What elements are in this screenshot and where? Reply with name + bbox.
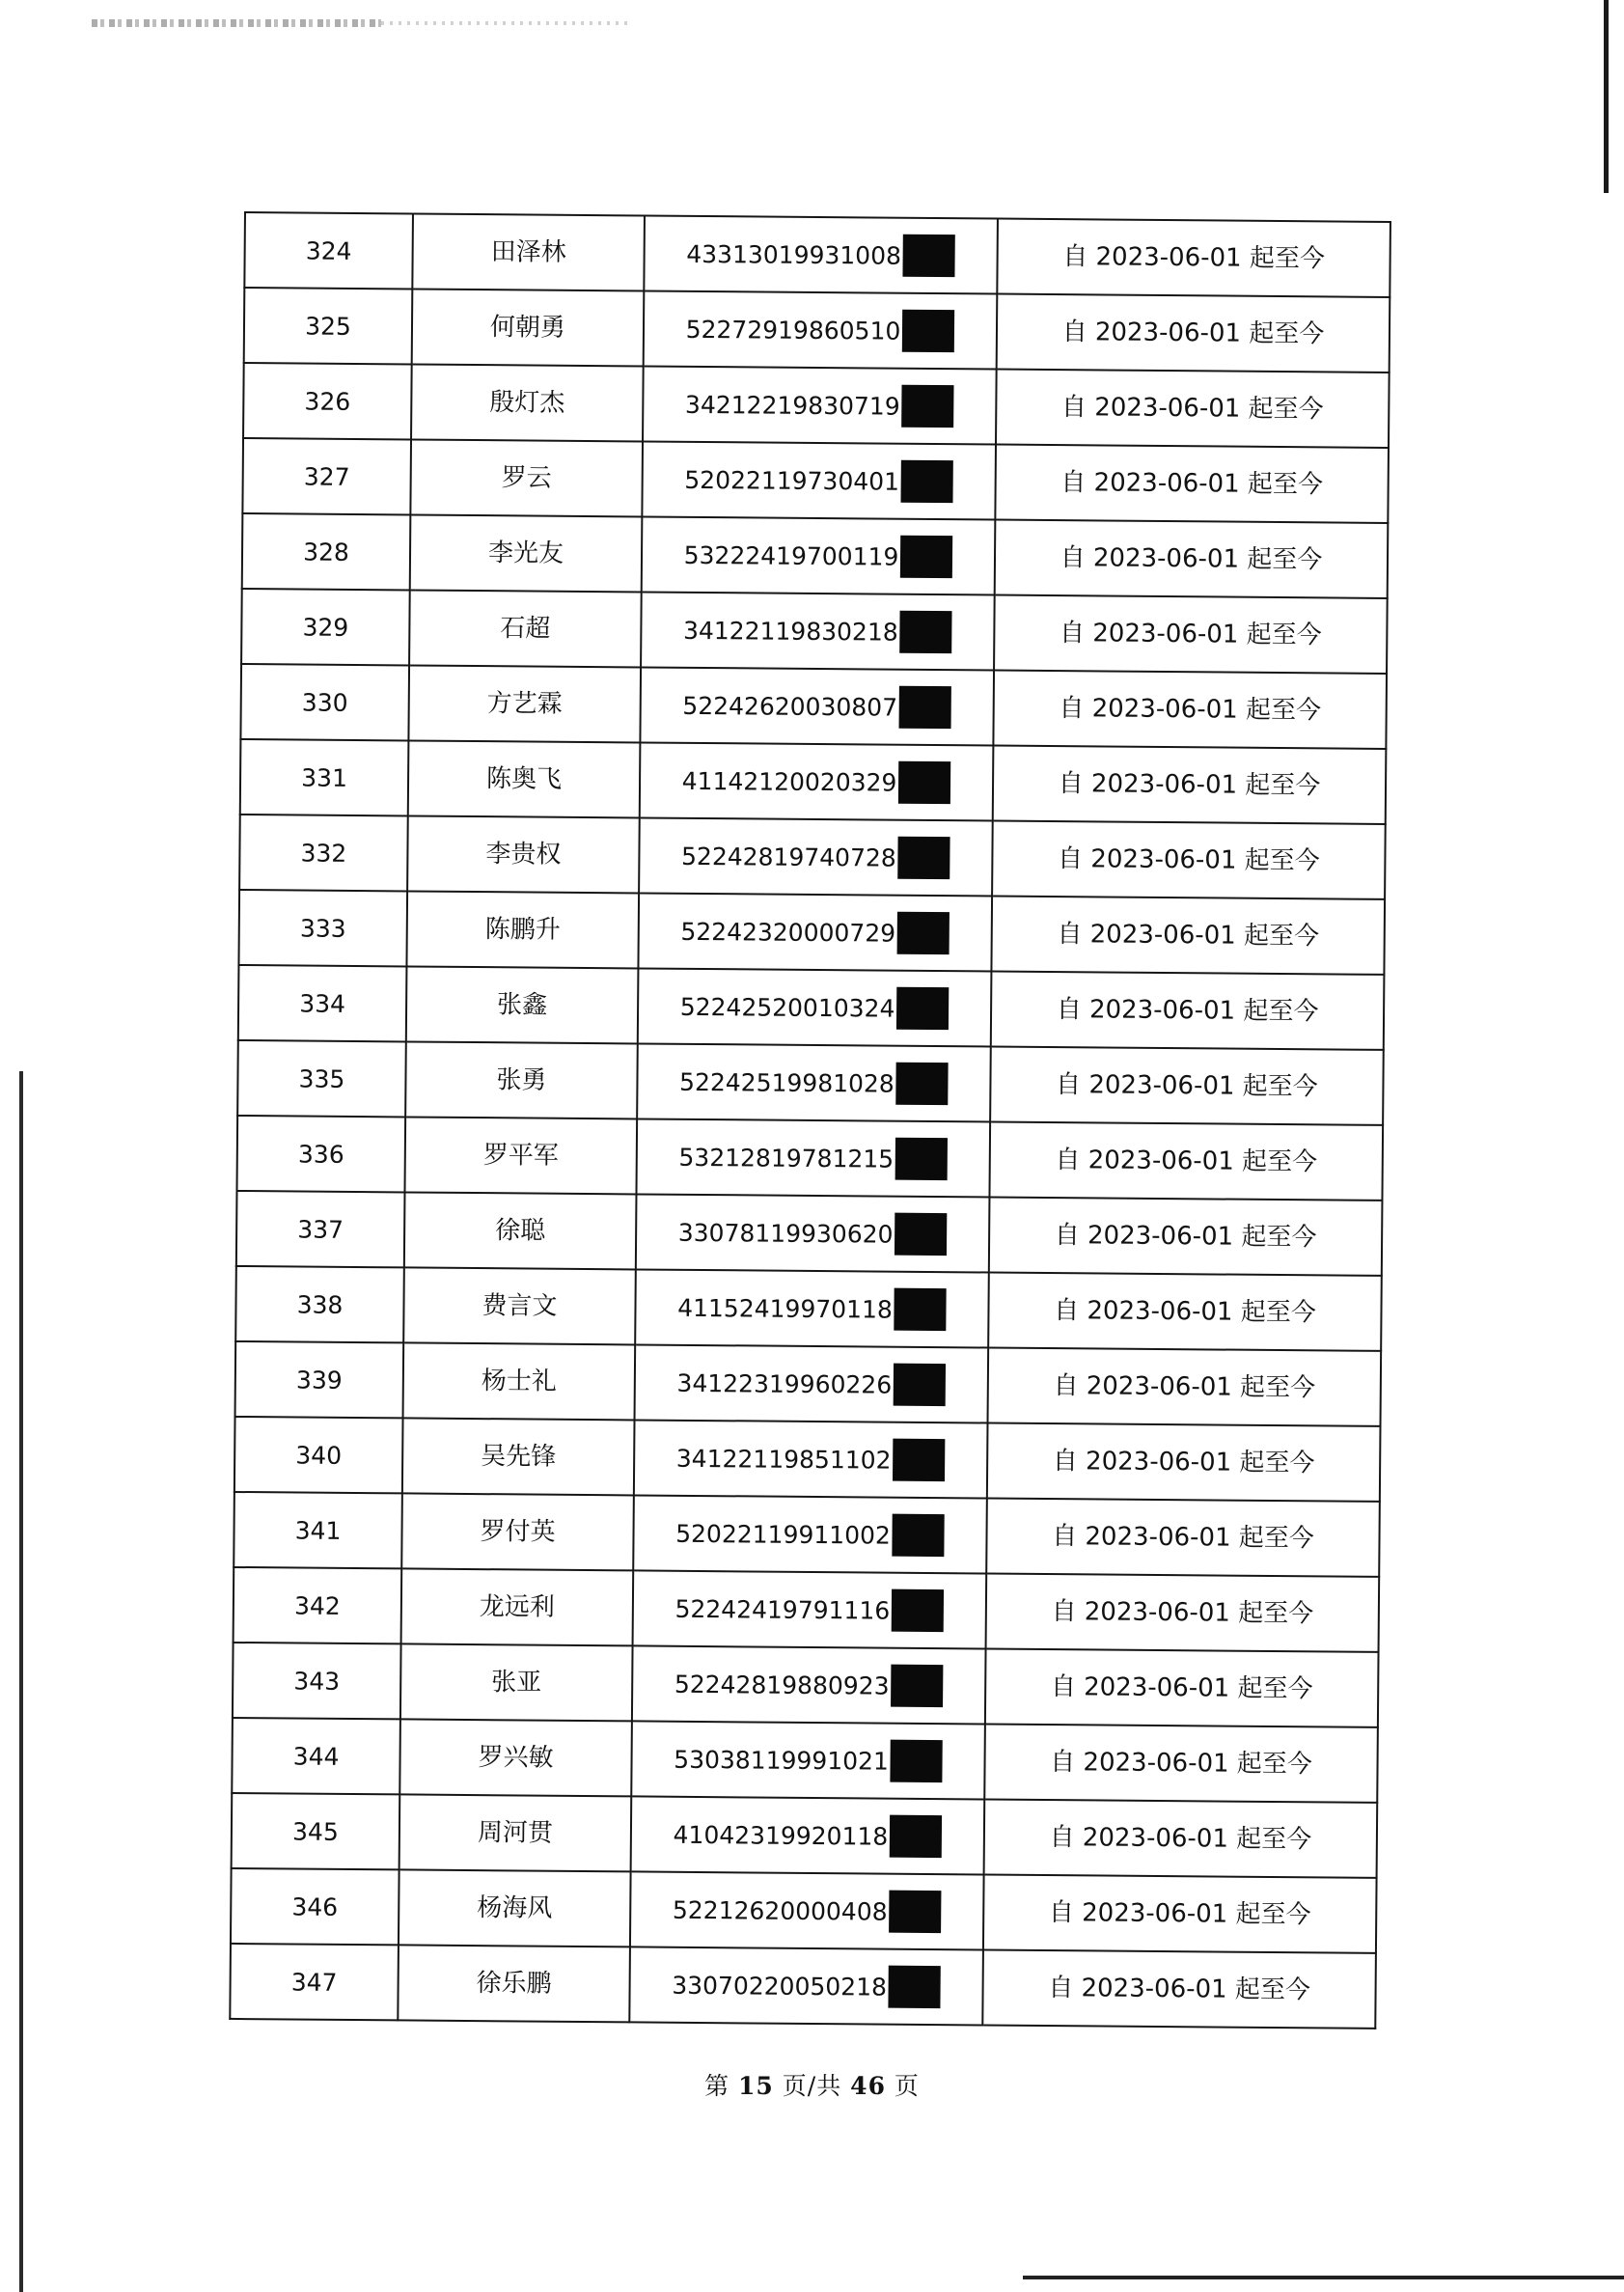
table-row	[241, 589, 1388, 674]
row-number: 332	[239, 815, 408, 891]
person-name: 罗付英	[401, 1493, 634, 1570]
table-row	[232, 1718, 1378, 1803]
person-name: 李光友	[410, 514, 643, 592]
id-number-cell	[639, 817, 993, 896]
period: 自 2023-06-01 起至今	[993, 746, 1387, 824]
id-number-visible: 53038119991021	[674, 1745, 890, 1776]
roster-table-container	[229, 211, 1388, 2030]
scan-artifact-top-faint	[381, 21, 632, 25]
id-number-wrapper	[674, 1738, 943, 1782]
id-number-visible: 41042319920118	[673, 1820, 889, 1851]
table-row	[234, 1567, 1380, 1652]
person-name: 方艺霖	[408, 665, 641, 742]
id-number-visible: 34122119830218	[682, 616, 898, 647]
period: 自 2023-06-01 起至今	[991, 897, 1385, 975]
page-footer	[0, 2067, 1624, 2102]
redaction-block	[901, 385, 953, 428]
row-number: 346	[231, 1868, 399, 1945]
id-number-visible: 52022119911002	[675, 1519, 891, 1550]
person-name: 陈鹏升	[406, 891, 639, 968]
period: 自 2023-06-01 起至今	[987, 1422, 1381, 1501]
id-number-cell	[635, 1269, 989, 1347]
row-number: 324	[244, 212, 413, 289]
id-number-visible: 52022119730401	[684, 465, 900, 496]
footer-suffix: 页	[894, 2072, 920, 2100]
redaction-block	[893, 1514, 945, 1557]
period: 自 2023-06-01 起至今	[986, 1498, 1380, 1576]
row-number: 330	[240, 664, 409, 740]
person-name: 李贵权	[407, 815, 640, 893]
person-name: 何朝勇	[412, 289, 645, 366]
row-number: 336	[236, 1116, 405, 1192]
footer-prefix: 第	[704, 2072, 730, 2100]
person-name: 罗云	[410, 439, 643, 516]
person-name: 田泽林	[412, 213, 645, 290]
row-number: 341	[234, 1492, 402, 1568]
id-number-visible: 53222419700119	[683, 540, 899, 571]
person-name: 罗兴敏	[399, 1719, 632, 1796]
id-number-wrapper	[673, 1813, 942, 1858]
period: 自 2023-06-01 起至今	[989, 1122, 1383, 1201]
redaction-block	[898, 837, 950, 879]
period: 自 2023-06-01 起至今	[994, 595, 1388, 674]
redaction-block	[890, 1815, 942, 1858]
id-number-cell	[634, 1420, 988, 1498]
id-number-wrapper	[683, 609, 952, 653]
roster-table-body	[230, 212, 1390, 2029]
person-name: 张鑫	[406, 966, 639, 1043]
redaction-block	[891, 1740, 943, 1782]
id-number-wrapper	[680, 910, 950, 954]
redaction-block	[897, 912, 950, 954]
table-row	[235, 1341, 1382, 1426]
table-row	[244, 288, 1390, 373]
person-name: 徐聪	[404, 1192, 637, 1269]
redaction-block	[900, 611, 952, 653]
person-name: 周河贯	[399, 1794, 632, 1871]
id-number-wrapper	[685, 383, 954, 428]
id-number-wrapper	[681, 835, 950, 879]
id-number-wrapper	[676, 1362, 946, 1406]
redaction-block	[889, 1966, 941, 2008]
redaction-block	[895, 1288, 947, 1331]
row-number: 334	[238, 965, 407, 1041]
row-number: 345	[232, 1793, 400, 1869]
id-number-wrapper	[686, 233, 955, 277]
id-number-visible: 33078119930620	[677, 1218, 894, 1249]
table-row	[233, 1643, 1379, 1727]
id-number-cell	[638, 968, 992, 1046]
table-row	[244, 212, 1390, 297]
id-number-cell	[641, 592, 995, 670]
id-number-visible: 52272919860510	[685, 315, 901, 345]
redaction-block	[891, 1665, 943, 1707]
period: 自 2023-06-01 起至今	[997, 219, 1390, 297]
period: 自 2023-06-01 起至今	[983, 1874, 1377, 1952]
redaction-block	[898, 761, 950, 804]
redaction-block	[900, 536, 952, 578]
table-row	[232, 1793, 1378, 1878]
id-number-cell	[633, 1570, 987, 1648]
table-row	[236, 1191, 1383, 1276]
id-number-cell	[630, 1871, 984, 1949]
id-number-visible: 52242819740728	[680, 842, 896, 872]
row-number: 325	[244, 288, 413, 364]
person-name: 龙远利	[401, 1568, 634, 1645]
row-number: 337	[236, 1191, 405, 1267]
row-number: 335	[237, 1040, 406, 1117]
period: 自 2023-06-01 起至今	[986, 1573, 1380, 1651]
roster-table	[229, 211, 1391, 2030]
id-number-wrapper	[682, 684, 951, 729]
id-number-wrapper	[672, 1964, 941, 2008]
footer-total-pages: 46	[850, 2072, 886, 2100]
period: 自 2023-06-01 起至今	[988, 1273, 1382, 1351]
row-number: 338	[235, 1266, 404, 1342]
id-number-visible: 34212219830719	[684, 390, 900, 421]
redaction-block	[901, 460, 953, 503]
period: 自 2023-06-01 起至今	[985, 1648, 1379, 1726]
person-name: 吴先锋	[402, 1418, 635, 1495]
id-number-wrapper	[673, 1889, 942, 1933]
table-row	[234, 1492, 1380, 1577]
person-name: 殷灯杰	[411, 364, 644, 441]
period: 自 2023-06-01 起至今	[993, 671, 1387, 749]
row-number: 333	[238, 890, 407, 966]
id-number-visible: 52242520010324	[679, 992, 895, 1023]
period: 自 2023-06-01 起至今	[997, 294, 1390, 373]
redaction-block	[902, 310, 954, 352]
person-name: 张亚	[400, 1643, 633, 1721]
scan-edge-bottom	[1023, 2276, 1624, 2279]
id-number-wrapper	[676, 1437, 946, 1481]
table-row	[242, 438, 1389, 523]
person-name: 石超	[409, 590, 642, 667]
id-number-cell	[644, 290, 998, 369]
redaction-block	[896, 987, 949, 1030]
id-number-cell	[635, 1344, 989, 1422]
table-row	[236, 1116, 1383, 1201]
row-number: 329	[241, 589, 410, 665]
row-number: 326	[243, 363, 412, 439]
table-row	[243, 363, 1390, 448]
id-number-cell	[638, 893, 992, 971]
footer-page-number: 15	[738, 2072, 774, 2100]
row-number: 327	[242, 438, 411, 514]
redaction-block	[892, 1589, 944, 1632]
id-number-cell	[643, 366, 997, 444]
redaction-block	[903, 235, 955, 277]
redaction-block	[893, 1439, 945, 1481]
table-row	[234, 1417, 1381, 1502]
period: 自 2023-06-01 起至今	[989, 1198, 1383, 1276]
period: 自 2023-06-01 起至今	[988, 1348, 1382, 1426]
id-number-cell	[632, 1645, 986, 1724]
id-number-cell	[629, 1947, 983, 2025]
id-number-wrapper	[674, 1663, 944, 1707]
period: 自 2023-06-01 起至今	[992, 821, 1386, 899]
id-number-visible: 33070220050218	[672, 1971, 888, 2002]
scan-edge-right	[1604, 0, 1609, 193]
table-row	[240, 664, 1387, 749]
person-name: 杨士礼	[403, 1342, 636, 1420]
redaction-block	[895, 1213, 947, 1256]
id-number-visible: 52242620030807	[682, 691, 898, 722]
id-number-cell	[640, 742, 994, 820]
row-number: 342	[234, 1567, 402, 1643]
id-number-wrapper	[678, 1211, 948, 1256]
id-number-visible: 52242320000729	[680, 917, 896, 948]
period: 自 2023-06-01 起至今	[990, 1047, 1384, 1125]
person-name: 陈奥飞	[408, 740, 641, 817]
id-number-cell	[636, 1118, 990, 1197]
footer-middle: 页/共	[782, 2072, 842, 2100]
id-number-visible: 53212819781215	[678, 1143, 895, 1174]
period: 自 2023-06-01 起至今	[982, 1949, 1376, 2028]
row-number: 340	[234, 1417, 403, 1493]
redaction-block	[899, 686, 951, 729]
id-number-wrapper	[674, 1588, 944, 1632]
person-name: 罗平军	[404, 1117, 637, 1194]
period: 自 2023-06-01 起至今	[995, 445, 1389, 523]
id-number-visible: 52242419791116	[674, 1594, 891, 1625]
period: 自 2023-06-01 起至今	[984, 1724, 1378, 1802]
table-row	[238, 890, 1385, 975]
id-number-cell	[642, 516, 996, 594]
table-row	[238, 965, 1385, 1050]
id-number-visible: 43313019931008	[686, 239, 902, 270]
person-name: 杨海风	[399, 1869, 631, 1947]
scan-artifact-top	[92, 19, 381, 27]
id-number-wrapper	[684, 534, 953, 578]
table-row	[242, 513, 1389, 598]
person-name: 张勇	[405, 1041, 638, 1118]
id-number-wrapper	[679, 1061, 949, 1105]
row-number: 343	[233, 1643, 401, 1719]
scan-edge-left	[19, 1071, 23, 2292]
id-number-visible: 52242519981028	[678, 1067, 895, 1098]
person-name: 费言文	[403, 1267, 636, 1344]
id-number-visible: 52242819880923	[674, 1670, 890, 1700]
row-number: 328	[242, 513, 411, 590]
period: 自 2023-06-01 起至今	[996, 370, 1390, 448]
id-number-wrapper	[685, 308, 954, 352]
table-row	[240, 739, 1387, 824]
id-number-visible: 41142120020329	[681, 766, 897, 797]
row-number: 344	[232, 1718, 400, 1794]
period: 自 2023-06-01 起至今	[991, 972, 1385, 1050]
row-number: 331	[240, 739, 409, 815]
id-number-cell	[644, 215, 998, 293]
id-number-cell	[633, 1495, 987, 1573]
id-number-wrapper	[682, 759, 951, 804]
redaction-block	[894, 1364, 946, 1406]
period: 自 2023-06-01 起至今	[995, 520, 1389, 598]
row-number: 339	[235, 1341, 404, 1418]
table-row	[239, 815, 1386, 899]
id-number-wrapper	[678, 1136, 948, 1180]
id-number-wrapper	[677, 1286, 947, 1331]
id-number-cell	[631, 1721, 985, 1799]
period: 自 2023-06-01 起至今	[984, 1799, 1378, 1877]
id-number-cell	[640, 667, 994, 745]
id-number-visible: 52212620000408	[672, 1895, 888, 1926]
id-number-cell	[631, 1796, 985, 1874]
table-row	[235, 1266, 1382, 1351]
redaction-block	[896, 1063, 949, 1105]
id-number-cell	[636, 1194, 990, 1272]
id-number-cell	[637, 1043, 991, 1121]
id-number-wrapper	[675, 1512, 945, 1557]
redaction-block	[895, 1138, 948, 1180]
redaction-block	[889, 1891, 941, 1933]
table-row	[231, 1868, 1377, 1953]
table-row	[237, 1040, 1384, 1125]
id-number-cell	[642, 441, 996, 519]
id-number-wrapper	[684, 458, 953, 503]
row-number: 347	[230, 1944, 399, 2020]
id-number-visible: 34122319960226	[676, 1368, 893, 1399]
table-row	[230, 1944, 1376, 2029]
id-number-visible: 41152419970118	[677, 1293, 893, 1324]
id-number-wrapper	[680, 985, 950, 1030]
id-number-visible: 34122119851102	[675, 1444, 892, 1475]
person-name: 徐乐鹏	[398, 1945, 630, 2022]
